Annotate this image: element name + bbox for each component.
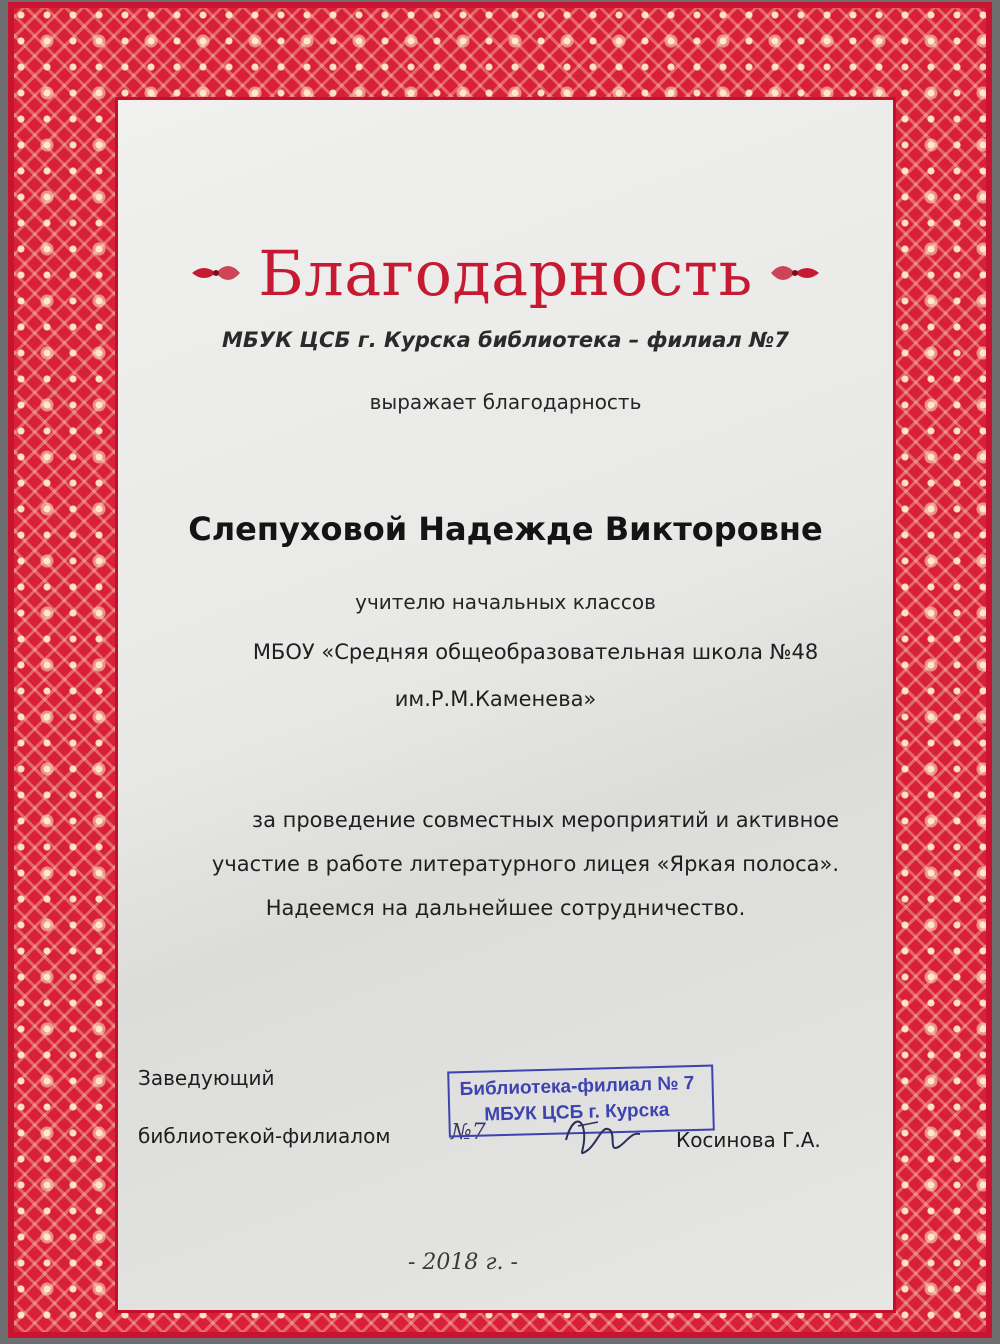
stamp-line-1: Библиотека-филиал № 7 [459,1073,695,1101]
school-line-2: им.Р.М.Каменева» [394,687,597,711]
certificate-sheet [118,100,893,1310]
signature-icon [558,1110,648,1165]
title-row [118,228,893,318]
handwritten-date: - 2018 г. - [408,1250,518,1275]
school-line-1: МБОУ «Средняя общеобразовательная школа №48 [252,640,819,664]
left-ornament-icon [188,253,244,293]
reason-line-1: за проведение совместных мероприятий и активное [251,808,840,832]
certificate-title: Благодарность [258,236,753,310]
reason-line-3: Надеемся на дальнейшее сотрудничество. [265,896,746,920]
signer-name: Косинова Г.А. [676,1128,821,1152]
head-title-line-1: Заведующий [138,1066,275,1090]
organization-line: МБУК ЦСБ г. Курска библиотека – филиал №7 [221,328,790,352]
recipient-position: учителю начальных классов [355,590,656,614]
reason-line-2: участие в работе литературного лицея «Яркая полоса». [211,852,840,876]
handwritten-number: №7 [451,1120,486,1145]
expresses-line: выражает благодарность [369,390,642,414]
right-ornament-icon [767,253,823,293]
stamp-line-2: МБУК ЦСБ г. Курска [484,1099,670,1126]
head-title-line-2: библиотекой-филиалом [138,1124,391,1148]
recipient-name: Слепуховой Надежде Викторовне [188,510,823,548]
